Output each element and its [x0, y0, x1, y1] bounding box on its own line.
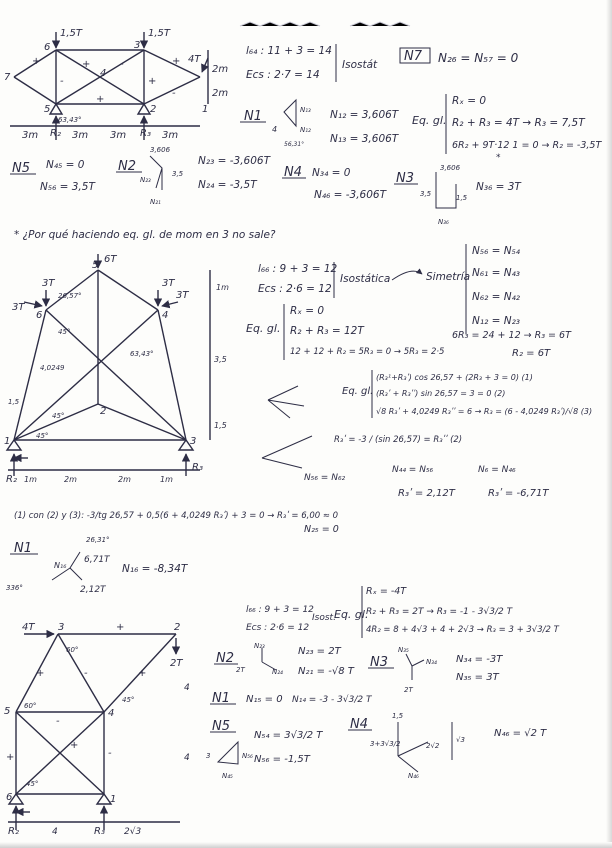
svg-text:*: * [496, 153, 501, 163]
fig-label: 3,606 [440, 164, 461, 172]
fig-label: N₁₂ [300, 126, 311, 134]
sym-eq: N₆₁ = N₄₃ [472, 267, 521, 279]
static-line: Ecs : 2·6 = 12 [246, 623, 310, 633]
fig-label: 2T [404, 686, 413, 694]
member-sign: + [148, 76, 157, 87]
eq-label: Eq. gl. [334, 608, 369, 621]
result: N₂₃ = 2T [298, 646, 341, 657]
node-label: 2 [174, 622, 181, 633]
node-label: 5 [44, 104, 51, 115]
node-heading: N1 [14, 541, 32, 556]
fig-label: 2√2 [426, 742, 440, 750]
member-sign: - [56, 716, 60, 727]
node-heading: N4 [350, 717, 368, 732]
fig-label: 3,606 [150, 146, 171, 154]
result: N₂₃ = -3,606T [198, 155, 271, 167]
fig-label: N₄₅ [222, 772, 233, 780]
dim-label: 3m [22, 130, 39, 141]
equation: 4R₂ = 8 + 4√3 + 4 + 2√3 → R₃ = 3 + 3√3/2 T [366, 625, 559, 635]
load-label: 4T [22, 622, 35, 633]
node-heading: N1 [244, 109, 262, 124]
result: R₃ʹ = -6,71T [488, 488, 549, 499]
load-label: 1,5T [60, 28, 83, 39]
fig-label: N₂₄ [272, 668, 283, 676]
node-label: 1 [4, 436, 11, 447]
node-label: 6 [36, 310, 43, 321]
equation: Rₓ = 0 [290, 305, 325, 317]
fig-label: 2,12T [80, 585, 106, 595]
static-line: l₆₆ : 9 + 3 = 12 [246, 605, 314, 615]
fig-label: N₅₆ [242, 752, 253, 760]
result: N₄₆ = -3,606T [314, 189, 387, 201]
result: N₅₆ = -1,5T [254, 754, 310, 765]
member-sign: + [70, 740, 79, 751]
node-heading: N7 [404, 49, 422, 64]
dim-label: 4 [52, 827, 58, 837]
reaction-label: R₃ [192, 462, 203, 473]
node-label: 6 [6, 792, 13, 803]
fig-label: 26,31° [86, 536, 110, 544]
fig-label: 3 [206, 752, 211, 760]
moment-eq: R₂ = 6T [512, 348, 551, 359]
fig-label: N₄₆ [408, 772, 419, 780]
equation: Rₓ = 0 [452, 95, 487, 107]
truss-2-diagram [7, 254, 210, 476]
node-label: 5 [92, 260, 99, 271]
angle-label: 60° [24, 702, 37, 710]
member-sign: + [36, 668, 45, 679]
length-label: 3,5 [214, 355, 227, 364]
fig-label: N₃₆ [438, 218, 449, 226]
angle-label: 63,43° [130, 350, 154, 358]
node-heading: N1 [212, 691, 230, 706]
isostatic-label: Isostática [340, 273, 391, 285]
node-label: 7 [4, 72, 11, 83]
truss-3-diagram [8, 634, 180, 830]
angle-label: 45° [36, 432, 49, 440]
fig-label: N₁₃ [300, 106, 311, 114]
dim-label: 3m [162, 130, 179, 141]
node-label: 4 [108, 708, 115, 719]
node-label: 6 [44, 42, 51, 53]
truss-1-diagram [10, 32, 208, 140]
dim-label: 4 [184, 683, 190, 693]
reaction-label: R₂ [6, 474, 17, 485]
length-label: 2m [118, 475, 131, 484]
member-sign: + [138, 668, 147, 679]
reaction-label: R₂ [50, 128, 61, 139]
load-label: 6T [104, 254, 117, 265]
symmetry-label: Simetría [426, 271, 471, 283]
moment-eq: 6R₃ = 24 + 12 → R₃ = 6T [452, 330, 571, 341]
node-label: 3 [58, 622, 65, 633]
result: N₆ = N₄₆ [478, 465, 516, 475]
result: N₃₅ = 3T [456, 672, 499, 683]
fig-label: N₃₅ [398, 646, 409, 654]
member-sign: + [32, 56, 41, 67]
result: N₅₆ = 3,5T [40, 181, 95, 193]
angle-label: 45° [52, 412, 65, 420]
truss-3-labels [4, 622, 190, 837]
length-label: 1,5 [214, 421, 227, 430]
load-label: 3T [12, 302, 25, 313]
fig-label: 336° [6, 584, 23, 592]
length-label: 2m [64, 475, 77, 484]
faded-heading [240, 22, 410, 26]
reaction-label: R₃ [140, 128, 151, 139]
node-label: 1 [110, 794, 117, 805]
dim-label: 2√3 [124, 827, 142, 837]
reaction-label: R₂ [8, 826, 19, 837]
dim-label: 4 [184, 753, 190, 763]
result: N₅₄ = 3√3/2 T [254, 730, 323, 741]
node-label: 1 [202, 104, 209, 115]
result: N₂₁ = -√8 T [298, 666, 354, 677]
equation: R₂ + R₃ = 12T [290, 325, 364, 337]
result: N₄₅ = 0 [46, 159, 85, 171]
result: N₄₄ = N₅₆ [392, 465, 434, 475]
angle-label: 45° [58, 328, 71, 336]
node-label: 3 [190, 436, 197, 447]
static-line: Ecs : 2·7 = 14 [246, 69, 320, 81]
fig-label: √3 [456, 736, 465, 744]
truss-2-analysis [6, 244, 592, 595]
combine-eq: (1) con (2) y (3): -3/tg 26,57 + 0,5(6 + 4,0249 R₃ʹ) + 3 = 0 → R₃ʹ = 6,00 ≈ 0 [14, 511, 339, 521]
result: N₁₄ = -3 - 3√3/2 T [292, 695, 372, 705]
equation: R₂ + R₃ = 2T → R₃ = -1 - 3√3/2 T [366, 607, 513, 617]
fig-label: 3,5 [172, 170, 184, 178]
equation: 12 + 12 + R₂ = 5R₃ = 0 → 5R₃ = 2·5 [290, 347, 445, 357]
fig-label: N₁₆ [54, 561, 67, 570]
node-heading: N5 [212, 719, 230, 734]
node-eq: √8 R₃ʹ + 4,0249 R₃ʹʹ = 6 → R₃ = (6 - 4,0249 R₃ʹ)/√8 (3) [376, 407, 593, 416]
result: N₂₅ = 0 [304, 524, 339, 535]
member-sign: + [116, 622, 125, 633]
result: N₃₆ = 3T [476, 181, 521, 193]
node-label: 5 [4, 706, 11, 717]
truss-1-labels [4, 28, 228, 141]
result: N₂₄ = -3,5T [198, 179, 257, 191]
node-heading: N5 [12, 161, 30, 176]
derive-eq: R₃ʹ = -3 / (sin 26,57) = R₃ʹʹ (2) [334, 435, 463, 445]
load-label: 1,5T [148, 28, 171, 39]
node-heading: N3 [396, 171, 414, 186]
sym-eq: N₁₂ = N₂₃ [472, 315, 521, 327]
member-sign: - [108, 748, 112, 759]
fig-label: 1,5 [456, 194, 468, 202]
member-sign: - [84, 668, 88, 679]
member-sign: 4 [100, 68, 107, 79]
fig-label: 3,5 [420, 190, 432, 198]
sym-eq: N₆₂ = N₄₂ [472, 291, 521, 303]
question-note: * ¿Por qué haciendo eq. gl. de mom en 3 no sale? [14, 229, 276, 241]
node-label: 3 [134, 40, 141, 51]
result: N₁₃ = 3,606T [330, 133, 399, 145]
member-sign: + [172, 56, 181, 67]
fig-label: 56,31° [284, 141, 305, 148]
static-line: l₆₆ : 9 + 3 = 12 [258, 263, 338, 275]
length-label: 1m [24, 475, 37, 484]
fig-label: N₃₄ [426, 658, 437, 666]
eq-label: Eq. gl. [246, 322, 281, 335]
node-equation: N₂₆ = N₅₇ = 0 [438, 51, 519, 65]
angle-label: 45° [122, 696, 135, 704]
equation: 6R₂ + 9T·12 1 = 0 → R₂ = -3,5T [452, 140, 602, 151]
fig-label: 6,71T [84, 555, 110, 565]
member-sign: - [60, 76, 64, 87]
length-label: 1m [216, 283, 229, 292]
length-label: 4,0249 [40, 364, 65, 372]
load-label: 3T [162, 278, 175, 289]
dim-label: 3m [110, 130, 127, 141]
result: N₁₂ = 3,606T [330, 109, 399, 121]
dim-label: 2m [212, 88, 229, 99]
member-sign: + [96, 94, 105, 105]
load-label: 2T [170, 658, 183, 669]
member-sign: - [172, 88, 176, 99]
result: N₁₆ = -8,34T [122, 563, 188, 575]
node-heading: N3 [370, 655, 388, 670]
eq-label: Eq. gl. [412, 114, 447, 127]
member-sign: + [6, 752, 15, 763]
isostatic-label: Isostát [342, 59, 378, 71]
fig-label: N₂₁ [150, 198, 161, 206]
load-label: 4T [188, 54, 201, 65]
isostatic-label: Isost. [312, 613, 336, 623]
result: N₃₄ = -3T [456, 654, 503, 665]
eq-label: Eq. gl. [342, 386, 374, 397]
length-label: 1m [160, 475, 173, 484]
node-label: 2 [100, 406, 107, 417]
fig-label: N₂₃ [140, 176, 151, 184]
static-line: l₆₄ : 11 + 3 = 14 [246, 45, 332, 57]
length-label: 1,5 [8, 398, 20, 406]
member-sign: + [82, 59, 91, 70]
node-eq: (R₃ʹ + R₃ʹʹ) sin 26,57 = 3 = 0 (2) [376, 389, 506, 398]
reaction-label: R₃ [94, 826, 105, 837]
node-heading: N4 [284, 165, 302, 180]
fig-label: 1,5 [392, 712, 404, 720]
load-label: 3T [42, 278, 55, 289]
node-heading: N2 [216, 651, 234, 666]
result: N₃₄ = 0 [312, 167, 351, 179]
truss-2-labels [4, 254, 229, 485]
angle-label: 60° [66, 646, 79, 654]
node-eq: (R₃¹+R₃ʹ) cos 26,57 + (2R₃ + 3 = 0) (1) [376, 373, 533, 382]
member-sign: - [120, 59, 124, 70]
sym-eq: N₅₆ = N₅₄ [472, 245, 521, 257]
angle-label: 63,43° [58, 116, 82, 124]
dim-label: 2m [212, 64, 229, 75]
result: R₃ʹ = 2,12T [398, 488, 455, 499]
fig-label: 3+3√3/2 [370, 740, 401, 748]
result: N₄₆ = √2 T [494, 728, 547, 739]
result: N₁₅ = 0 [246, 694, 283, 705]
truss-1-analysis [10, 44, 602, 241]
dim-label: 3m [72, 130, 89, 141]
fig-label: 4 [272, 125, 278, 134]
truss-3-analysis [206, 586, 560, 780]
static-line: Ecs : 2·6 = 12 [258, 283, 332, 295]
result: N₅₆ = N₆₂ [304, 473, 346, 483]
fig-label: 2T [236, 666, 245, 674]
load-label: 3T [176, 290, 189, 301]
node-heading: N2 [118, 159, 136, 174]
equation: Rₓ = -4T [366, 586, 407, 597]
angle-label: 45° [26, 780, 39, 788]
node-label: 2 [150, 104, 157, 115]
angle-label: 26,57° [58, 292, 82, 300]
fig-label: N₂₃ [254, 642, 265, 650]
equation: R₂ + R₃ = 4T → R₃ = 7,5T [452, 117, 585, 129]
node-label: 4 [162, 310, 169, 321]
